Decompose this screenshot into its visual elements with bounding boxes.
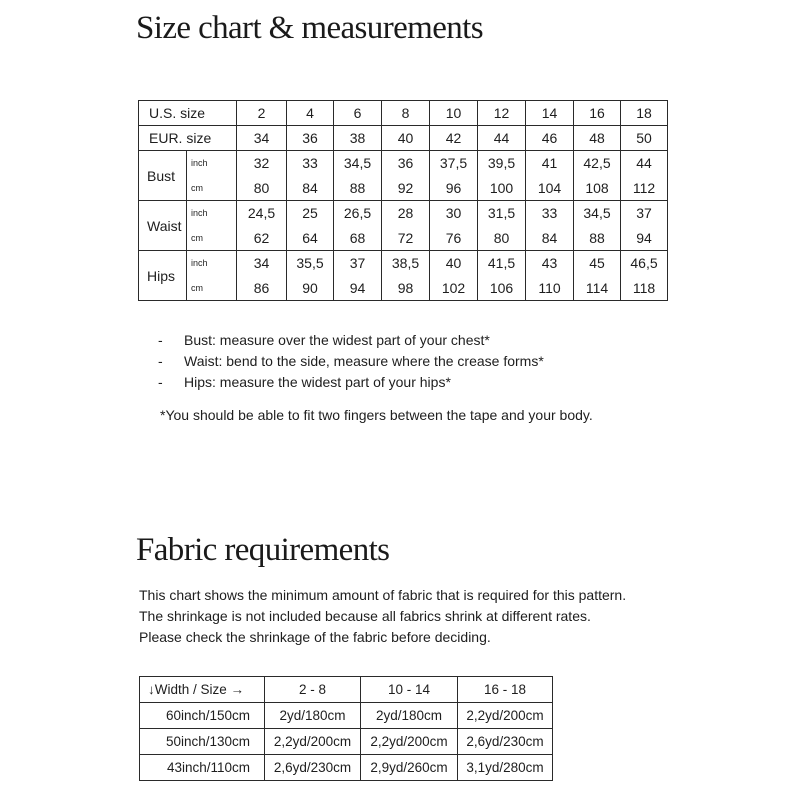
- note-text: Waist: bend to the side, measure where the crease forms*: [184, 353, 544, 369]
- fabric-amount-cell: 2yd/180cm: [361, 703, 458, 729]
- measurement-cell: 96: [430, 176, 478, 201]
- unit-label-inch: inch: [187, 201, 237, 226]
- size-cell: 16: [574, 101, 621, 126]
- measurement-cell: 33: [526, 201, 574, 226]
- description-line: Please check the shrinkage of the fabric before deciding.: [139, 629, 491, 645]
- size-group-header: 10 - 14: [361, 677, 458, 703]
- fabric-width-label: 60inch/150cm: [140, 703, 265, 729]
- fabric-requirements-title: Fabric requirements: [136, 532, 390, 568]
- measurement-cell: 88: [334, 176, 382, 201]
- measurement-cell: 72: [382, 226, 430, 251]
- measurement-cell: 36: [382, 151, 430, 176]
- fabric-header-row: [140, 677, 553, 703]
- size-cell: 14: [526, 101, 574, 126]
- size-cell: 10: [430, 101, 478, 126]
- measurement-cell: 31,5: [478, 201, 526, 226]
- unit-label-inch: inch: [187, 251, 237, 276]
- size-cell: 40: [382, 126, 430, 151]
- fabric-amount-cell: 2,2yd/200cm: [458, 703, 553, 729]
- size-cell: 50: [621, 126, 668, 151]
- measurement-cell: 44: [621, 151, 668, 176]
- bust-inch-row: [139, 151, 668, 176]
- measurement-cell: 45: [574, 251, 621, 276]
- measurement-name-hips: Hips: [139, 251, 187, 301]
- measurement-cell: 30: [430, 201, 478, 226]
- measurement-cell: 98: [382, 276, 430, 301]
- eur-size-row-label: EUR. size: [139, 126, 237, 151]
- measurement-cell: 34: [237, 251, 287, 276]
- measurement-cell: 46,5: [621, 251, 668, 276]
- note-item: [158, 351, 544, 372]
- bullet-dash: -: [158, 353, 163, 369]
- measurement-cell: 33: [287, 151, 334, 176]
- measurement-cell: 35,5: [287, 251, 334, 276]
- size-chart-title: Size chart & measurements: [136, 10, 483, 46]
- description-line: The shrinkage is not included because all fabrics shrink at different rates.: [139, 608, 591, 624]
- fabric-amount-cell: 2,9yd/260cm: [361, 755, 458, 781]
- measurement-cell: 90: [287, 276, 334, 301]
- measurement-cell: 68: [334, 226, 382, 251]
- measurement-cell: 26,5: [334, 201, 382, 226]
- unit-label-cm: cm: [187, 276, 237, 301]
- measurement-cell: 92: [382, 176, 430, 201]
- fabric-amount-cell: 2yd/180cm: [265, 703, 361, 729]
- measurement-cell: 43: [526, 251, 574, 276]
- size-group-header: 16 - 18: [458, 677, 553, 703]
- measurement-cell: 32: [237, 151, 287, 176]
- measurement-cell: 114: [574, 276, 621, 301]
- size-group-header: 2 - 8: [265, 677, 361, 703]
- unit-label-inch: inch: [187, 151, 237, 176]
- size-cell: 34: [237, 126, 287, 151]
- size-cell: 18: [621, 101, 668, 126]
- fabric-amount-cell: 2,6yd/230cm: [458, 729, 553, 755]
- measurement-cell: 100: [478, 176, 526, 201]
- measurement-cell: 34,5: [574, 201, 621, 226]
- fabric-width-label: 43inch/110cm: [140, 755, 265, 781]
- fabric-amount-cell: 3,1yd/280cm: [458, 755, 553, 781]
- measurement-cell: 64: [287, 226, 334, 251]
- measurement-cell: 94: [334, 276, 382, 301]
- measurement-cell: 84: [526, 226, 574, 251]
- size-cell: 48: [574, 126, 621, 151]
- description-line: This chart shows the minimum amount of fabric that is required for this pattern.: [139, 587, 627, 603]
- measurement-cell: 88: [574, 226, 621, 251]
- hips-inch-row: [139, 251, 668, 276]
- measurement-cell: 38,5: [382, 251, 430, 276]
- measurement-cell: 104: [526, 176, 574, 201]
- waist-cm-row: [139, 226, 668, 251]
- fabric-amount-cell: 2,6yd/230cm: [265, 755, 361, 781]
- measurement-cell: 37: [621, 201, 668, 226]
- size-cell: 2: [237, 101, 287, 126]
- waist-inch-row: [139, 201, 668, 226]
- measurement-cell: 34,5: [334, 151, 382, 176]
- note-item: [158, 372, 544, 393]
- fabric-row: [140, 703, 553, 729]
- size-cell: 36: [287, 126, 334, 151]
- measurement-name-bust: Bust: [139, 151, 187, 201]
- measurement-cell: 76: [430, 226, 478, 251]
- size-cell: 12: [478, 101, 526, 126]
- measurement-cell: 110: [526, 276, 574, 301]
- size-chart-table: [138, 100, 668, 301]
- measurement-cell: 37: [334, 251, 382, 276]
- measurement-cell: 102: [430, 276, 478, 301]
- us-size-row: [139, 101, 668, 126]
- measurement-cell: 106: [478, 276, 526, 301]
- size-cell: 46: [526, 126, 574, 151]
- fabric-amount-cell: 2,2yd/200cm: [265, 729, 361, 755]
- fabric-width-label: 50inch/130cm: [140, 729, 265, 755]
- fabric-requirements-table: [139, 676, 553, 781]
- footnote: *You should be able to fit two fingers between the tape and your body.: [160, 407, 593, 423]
- measurement-cell: 84: [287, 176, 334, 201]
- note-item: [158, 330, 544, 351]
- measurement-name-waist: Waist: [139, 201, 187, 251]
- measurement-cell: 25: [287, 201, 334, 226]
- size-cell: 42: [430, 126, 478, 151]
- measurement-cell: 37,5: [430, 151, 478, 176]
- size-cell: 4: [287, 101, 334, 126]
- bullet-dash: -: [158, 374, 163, 390]
- measurement-cell: 80: [478, 226, 526, 251]
- measurement-notes: [158, 330, 544, 393]
- fabric-description: [139, 585, 626, 648]
- eur-size-row: [139, 126, 668, 151]
- measurement-cell: 62: [237, 226, 287, 251]
- size-cell: 38: [334, 126, 382, 151]
- width-size-header: ↓Width / Size →: [140, 677, 265, 703]
- hips-cm-row: [139, 276, 668, 301]
- bullet-dash: -: [158, 332, 163, 348]
- unit-label-cm: cm: [187, 176, 237, 201]
- measurement-cell: 112: [621, 176, 668, 201]
- measurement-cell: 41: [526, 151, 574, 176]
- unit-label-cm: cm: [187, 226, 237, 251]
- measurement-cell: 108: [574, 176, 621, 201]
- measurement-cell: 41,5: [478, 251, 526, 276]
- measurement-cell: 118: [621, 276, 668, 301]
- note-text: Hips: measure the widest part of your hips*: [184, 374, 451, 390]
- size-cell: 44: [478, 126, 526, 151]
- measurement-cell: 40: [430, 251, 478, 276]
- size-cell: 6: [334, 101, 382, 126]
- fabric-row: [140, 755, 553, 781]
- measurement-cell: 86: [237, 276, 287, 301]
- measurement-cell: 80: [237, 176, 287, 201]
- note-text: Bust: measure over the widest part of your chest*: [184, 332, 490, 348]
- measurement-cell: 94: [621, 226, 668, 251]
- fabric-row: [140, 729, 553, 755]
- bust-cm-row: [139, 176, 668, 201]
- measurement-cell: 42,5: [574, 151, 621, 176]
- measurement-cell: 24,5: [237, 201, 287, 226]
- us-size-row-label: U.S. size: [139, 101, 237, 126]
- measurement-cell: 28: [382, 201, 430, 226]
- measurement-cell: 39,5: [478, 151, 526, 176]
- size-cell: 8: [382, 101, 430, 126]
- fabric-amount-cell: 2,2yd/200cm: [361, 729, 458, 755]
